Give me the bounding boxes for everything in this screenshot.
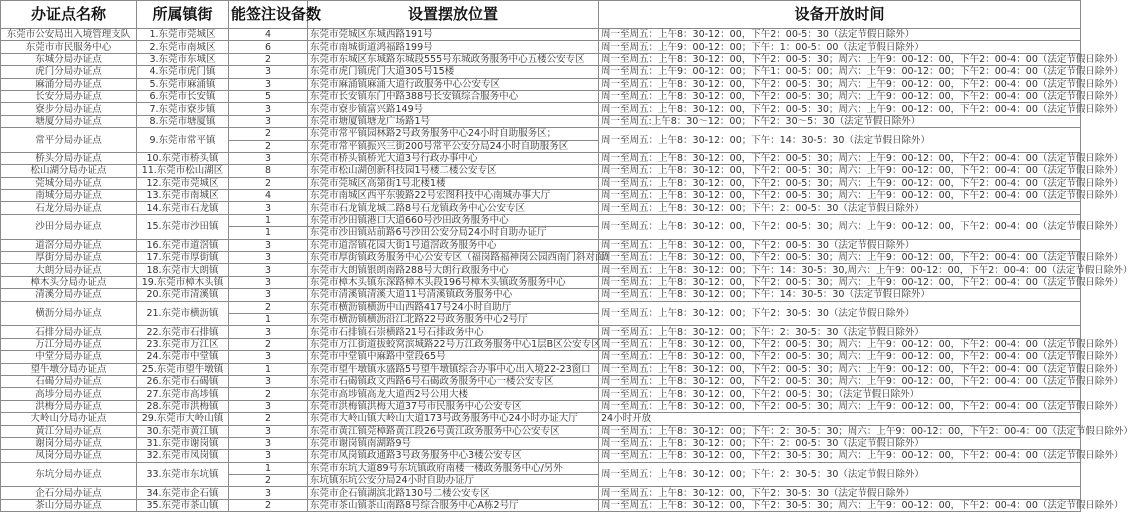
device-count-cell: 3 [229,375,308,387]
town-cell: 18.东莞市大朗镇 [137,264,229,276]
location-cell: 东莞市樟木头镇东深路樟木头段196号樟木头镇政务服务中心 [308,276,599,288]
device-count-cell: 6 [229,41,308,53]
device-count-cell: 2 [229,413,308,425]
town-cell: 28.东莞市洪梅镇 [137,400,229,412]
table-row [1,413,1081,425]
open-hours-cell: 周一至周五：上午9：00-12：00；下午1：00-5：00；周六：上午9：00-12：00；下午2：00-4：00（法定节假日除外） [599,66,1081,78]
office-name-cell: 石碣分局办证点 [1,375,137,387]
device-count-cell: 3 [229,450,308,462]
location-cell: 东莞市塘厦镇塘龙广场路1号 [308,115,599,127]
device-count-cell: 1 [229,313,308,325]
town-cell: 11.东莞市松山湖区 [137,165,229,177]
table-row [1,289,1081,301]
open-hours-cell: 周一至周五：上午8：30-12：00，下午2：00-5：30（法定节假日除外） [599,239,1081,251]
office-name-cell: 茶山分局办证点 [1,499,137,511]
location-cell: 东莞市沙田镇港口大道660号沙田政务服务中心 [308,214,599,226]
location-cell: 东莞市横沥镇横沥中山西路417号24小时自助厅 [308,301,599,313]
device-count-cell: 2 [229,301,308,313]
office-name-cell: 企石分局办证点 [1,487,137,499]
open-hours-cell: 周一至周五：上午8：30-12：00，下午2：00-5：30；周六：上午9：00-12：00，下午2：00-4：00（法定节假日除外） [599,190,1081,202]
open-hours-cell: 周一至周五：上午8：30-12：00，下午2：00-5：30；周六：上午9：00-12：00，下午2：00-4：00（法定节假日除外） [599,90,1081,102]
location-cell: 东莞市高埗镇高龙大道西2号公用大楼 [308,388,599,400]
table-row [1,400,1081,412]
open-hours-cell: 周一至周五：上午8：30-12：00，下午2：00-5：30；周六：上午9：00-12：00，下午2：00-4：00（法定节假日除外） [599,152,1081,164]
device-count-cell: 1 [229,214,308,226]
town-cell: 3.东莞市东城区 [137,53,229,65]
office-name-cell: 塘厦分局办证点 [1,115,137,127]
device-count-cell: 3 [229,78,308,90]
open-hours-cell: 周一至周五：上午8：30-12：00；下午：2：30-5：30（法定节假日除外） [599,462,1081,487]
town-cell: 10.东莞市桥头镇 [137,152,229,164]
device-count-cell: 3 [229,351,308,363]
office-name-cell: 石排分局办证点 [1,326,137,338]
open-hours-cell: 周一至周五：上午9：00-12：00；下午：1：00-5：00（法定节假日除外） [599,41,1081,53]
location-cell: 东莞市松山湖创新科技园1号楼二楼公安专区 [308,165,599,177]
office-name-cell: 道滘分局办证点 [1,239,137,251]
device-count-cell: 3 [229,103,308,115]
town-cell: 33.东莞市东坑镇 [137,462,229,487]
office-name-cell: 黄江分局办证点 [1,425,137,437]
table-row [1,499,1081,511]
location-cell: 东莞市长安镇东门中路388号长安镇综合服务中心 [308,90,599,102]
location-cell: 东莞市莞城区高第街1号北楼1楼 [308,177,599,189]
open-hours-cell: 周一至周五：上午8：30-12：00；下午2：30-5：30（法定节假日除外） [599,301,1081,326]
location-cell: 东莞市黄江镇莞樟路黄江段26号黄江政务服务中心公安专区 [308,425,599,437]
location-cell: 东莞市凤岗镇政通路3号政务服务中心3楼公安专区 [308,450,599,462]
office-name-cell: 万江分局办证点 [1,338,137,350]
device-count-cell: 8 [229,165,308,177]
header-office-name: 办证点名称 [1,1,137,29]
open-hours-cell: 周一至周五：上午8：30-12：00，下午2：00-5：30；周六：上午9：00-12：00，下午2：00-4：00（法定节假日除外） [599,338,1081,350]
town-cell: 32.东莞市凤岗镇 [137,450,229,462]
office-name-cell: 横沥分局办证点 [1,301,137,326]
table-row [1,437,1081,449]
location-cell: 东坑镇东坑公安分局24小时自助办证厅 [308,475,599,487]
open-hours-cell: 周一至周五：上午8：30-12：00；下午：2：00-5：30（法定节假日除外） [599,202,1081,214]
open-hours-cell: 周一至周五：上午8：30-12：00；下午：2：30-5：30（法定节假日除外） [599,326,1081,338]
office-name-cell: 常平分局办证点 [1,128,137,153]
location-cell: 东莞市大岭山镇大岭山大道173号政务服务中心24小时办证大厅 [308,413,599,425]
location-cell: 东莞市茶山镇茶山南路8号综合服务中心A栋2号厅 [308,499,599,511]
town-cell: 9.东莞市常平镇 [137,128,229,153]
header-location: 设置摆放位置 [308,1,599,29]
open-hours-cell: 周一至周五:上午8：30～12：00；下午2：30～5：30（法定节假日除外） [599,115,1081,127]
location-cell: 东莞市寮步镇富兴路149号 [308,103,599,115]
device-count-cell: 2 [229,140,308,152]
open-hours-cell: 周一至周五：上午8：30-12：00，下午2：00-5：30；周六：上午9：00-12：00，下午2：00-4：00（法定节假日除外） [599,252,1081,264]
office-name-cell: 清溪分局办证点 [1,289,137,301]
open-hours-cell: 周一至周五：上午8：30-12：00，下午2：00-5：30；（法定节假日除外） [599,388,1081,400]
town-cell: 34.东莞市企石镇 [137,487,229,499]
device-count-cell: 2 [229,475,308,487]
table-row [1,190,1081,202]
town-cell: 25.东莞市望牛墩镇 [137,363,229,375]
office-name-cell: 东莞市公安局出入境管理支队 [1,29,137,41]
location-cell: 东莞市桥头镇桥光大道3号行政办事中心 [308,152,599,164]
header-town: 所属镇街 [137,1,229,29]
location-cell: 东莞市道滘镇花园大街1号道滘政务服务中心 [308,239,599,251]
table-row [1,103,1081,115]
location-cell: 东莞市麻涌镇麻涌大道行政服务中心公安专区 [308,78,599,90]
open-hours-cell: 周一至周五：上午8：30-12：00，下午2：00-5：30；周六：上午9：00-12：00，下午2：00-4：00（法定节假日除外） [599,103,1081,115]
office-name-cell: 凤岗分局办证点 [1,450,137,462]
device-count-cell: 2 [229,53,308,65]
location-cell: 东莞市常平镇振兴三街200号常平公安分局24小时自助服务区 [308,140,599,152]
town-cell: 21.东莞市横沥镇 [137,301,229,326]
office-name-cell: 中堂分局办证点 [1,351,137,363]
device-count-cell: 2 [229,499,308,511]
table-row [1,363,1081,375]
office-name-cell: 望牛墩分局办证点 [1,363,137,375]
open-hours-cell: 周一至周五：上午8：30-12：00，下午2：00-5：30；周六：上午9：00-12：00，下午2：00-4：00（法定节假日除外） [599,363,1081,375]
location-cell: 东莞市中堂镇中麻路中堂段65号 [308,351,599,363]
office-name-cell: 松山湖分局办证点 [1,165,137,177]
table-row [1,152,1081,164]
open-hours-cell: 周一至周五：上午8：30-12：00，下午2：00-5：30；周六：上午9：00-12：00，下午2：00-4：00（法定节假日除外） [599,177,1081,189]
location-cell: 东莞市横沥镇横沥沿江北路22号政务服务中心2号厅 [308,313,599,325]
device-count-cell: 3 [229,437,308,449]
table-row [1,326,1081,338]
device-count-cell: 2 [229,177,308,189]
open-hours-cell: 周一至周五：上午8：30-12：00，下午2：00-5：30；周六：上午9：00-12：00，下午2：00-4：00（法定节假日除外） [599,78,1081,90]
device-count-cell: 5 [229,90,308,102]
office-name-cell: 虎门分局办证点 [1,66,137,78]
town-cell: 30.东莞市黄江镇 [137,425,229,437]
town-cell: 24.东莞市中堂镇 [137,351,229,363]
town-cell: 6.东莞市长安镇 [137,90,229,102]
device-count-cell: 3 [229,239,308,251]
open-hours-cell: 周一至周五：上午8：30-12：00，下午2：00-5：30；周六：上午9：00-12：00，下午2：00-4：00（法定节假日除外） [599,214,1081,239]
location-cell: 东莞市万江街道拔蛟窝滨城路22号万江政务服务中心1层B区公安专区 [308,338,599,350]
open-hours-cell: 周一至周五：上午8：30-12：00，下午2：00-5：30（法定节假日除外） [599,29,1081,41]
device-count-cell: 4 [229,29,308,41]
device-count-cell: 2 [229,338,308,350]
location-cell: 东莞市莞城区东城西路191号 [308,29,599,41]
office-name-cell: 麻涌分局办证点 [1,78,137,90]
device-count-cell: 3 [229,487,308,499]
device-count-cell: 3 [229,400,308,412]
open-hours-cell: 周一至周五：上午8：30-12：00，下午2：30-5：30（法定节假日除外） [599,487,1081,499]
header-device-count: 能签注设备数 [229,1,308,29]
open-hours-cell: 周一至周五：上午8：30-12：00，下午2：30-5：30；周六：上午9：00-12：00，下午2：00-4：00（法定节假日除外） [599,499,1081,511]
office-name-cell: 厚街分局办证点 [1,252,137,264]
table-row [1,41,1081,53]
device-count-cell: 2 [229,128,308,140]
office-name-cell: 寮步分局办证点 [1,103,137,115]
office-name-cell: 长安分局办证点 [1,90,137,102]
office-name-cell: 东城分局办证点 [1,53,137,65]
header-open-hours: 设备开放时间 [599,1,1081,29]
open-hours-cell: 24小时开放 [599,413,1081,425]
town-cell: 23.东莞市万江区 [137,338,229,350]
table-row [1,165,1081,177]
device-count-cell: 3 [229,326,308,338]
open-hours-cell: 周一至周五：上午8：30-12：00；下午：2：00-5：30（法定节假日除外） [599,437,1081,449]
town-cell: 12.东莞市莞城区 [137,177,229,189]
town-cell: 8.东莞市塘厦镇 [137,115,229,127]
header-row [1,1,1081,29]
office-name-cell: 大岭山分局办证点 [1,413,137,425]
table-row [1,388,1081,400]
open-hours-cell: 周一至周五：上午8：30-12：00，下午2：00-5：30；周六：上午9：00-12：00，下午2：00-4：00（法定节假日除外） [599,400,1081,412]
open-hours-cell: 周一至周五：上午8：30-12：00，下午2：00-5：30；周六：上午9：00-12：00，下午2：00-4：00（法定节假日除外） [599,165,1081,177]
table-row [1,66,1081,78]
table-row [1,53,1081,65]
table-body [1,29,1133,512]
device-count-cell: 4 [229,190,308,202]
open-hours-cell: 周一至周五：上午8：30-12：00，下午2：00-5：30；周六：上午9：00-12：00，下午2：00-4：00（法定节假日除外） [599,53,1081,65]
table-row [1,462,1081,474]
device-count-cell: 3 [229,276,308,288]
open-hours-cell: 周一至周五：上午8：30-12：00；下午：14：30-5：30,周六：上午9：00-12：00，下午2：00-4：00（法定节假日除外） [599,264,1081,276]
location-cell: 东莞市厚街镇政务服务中心公安专区（福岗路福神岗公园西南门斜对面） [308,252,599,264]
town-cell: 13.东莞市南城区 [137,190,229,202]
office-name-cell: 东坑分局办证点 [1,462,137,487]
table-row [1,264,1081,276]
location-cell: 东莞市企石镇湖滨北路130号二楼公安专区 [308,487,599,499]
table-row [1,276,1081,288]
table-row [1,78,1081,90]
open-hours-cell: 周一至周五：上午8：30-12：00，下午2：00-5：30；周六：上午9：00-12：00，下午2：00-4：00（法定节假日除外） [599,351,1081,363]
location-cell: 东莞市清溪镇清溪大道11号清溪镇政务服务中心 [308,289,599,301]
device-count-cell: 1 [229,462,308,474]
town-cell: 29.东莞市大岭山镇 [137,413,229,425]
office-name-cell: 石龙分局办证点 [1,202,137,214]
town-cell: 35.东莞市茶山镇 [137,499,229,511]
town-cell: 1.东莞市莞城区 [137,29,229,41]
town-cell: 31.东莞市谢岗镇 [137,437,229,449]
device-count-cell: 3 [229,115,308,127]
device-count-cell: 3 [229,252,308,264]
location-cell: 东莞市虎门镇虎门大道305号15楼 [308,66,599,78]
table-row [1,202,1081,214]
location-cell: 东莞市东城区东城路东城段555号东城政务服务中心五楼公安专区 [308,53,599,65]
town-cell: 5.东莞市麻涌镇 [137,78,229,90]
table-row [1,115,1081,127]
town-cell: 4.东莞市虎门镇 [137,66,229,78]
table-row [1,450,1081,462]
location-cell: 东莞市南城区西平东骏路22号宏图科技中心南城办事大厅 [308,190,599,202]
location-cell: 东莞市洪梅镇洪梅大道37号市民服务中心公安专区 [308,400,599,412]
town-cell: 20.东莞市清溪镇 [137,289,229,301]
location-cell: 东莞市谢岗镇南湖路9号 [308,437,599,449]
location-cell: 东莞市常平镇园林路2号政务服务中心24小时自助服务区； [308,128,599,140]
office-name-cell: 南城分局办证点 [1,190,137,202]
town-cell: 16.东莞市道滘镇 [137,239,229,251]
table-row [1,29,1081,41]
town-cell: 27.东莞市高埗镇 [137,388,229,400]
office-name-cell: 谢岗分局办证点 [1,437,137,449]
device-count-cell: 3 [229,264,308,276]
open-hours-cell: 周一至周五：上午8：30-12：00，下午2：00-5：30；周六：上午9：00-12：00，下午2：00-4：00（法定节假日除外） [599,276,1081,288]
open-hours-cell: 周一至周五：上午8：30-12：00；下午：14：30-5：30（法定节假日除外） [599,289,1081,301]
town-cell: 17.东莞市厚街镇 [137,252,229,264]
location-cell: 东莞市石碣镇政文西路6号石碣政务服务中心一楼公安专区 [308,375,599,387]
table-row [1,425,1081,437]
table-row [1,338,1081,350]
table-row [1,351,1081,363]
device-count-cell: 3 [229,202,308,214]
device-count-cell: 3 [229,152,308,164]
open-hours-cell: 周一至周五：上午8：30-12：00，下午2：00-5：30；周六：上午9：00-12：00，下午2：00-4：00（法定节假日除外） [599,375,1081,387]
town-cell: 2.东莞市南城区 [137,41,229,53]
office-name-cell: 洪梅分局办证点 [1,400,137,412]
table-row [1,252,1081,264]
town-cell: 22.东莞市石排镇 [137,326,229,338]
device-count-cell: 3 [229,289,308,301]
town-cell: 7.东莞市寮步镇 [137,103,229,115]
town-cell: 14.东莞市石龙镇 [137,202,229,214]
table-row [1,301,1081,313]
office-name-cell: 高埗分局办证点 [1,388,137,400]
location-cell: 东莞市望牛墩镇永盛路5号望牛墩镇综合办事中心出入境22-23窗口 [308,363,599,375]
table-row [1,487,1081,499]
location-cell: 东莞市石龙镇龙城二路8号石龙镇政务中心公安专区 [308,202,599,214]
device-count-cell: 1 [229,227,308,239]
town-cell: 15.东莞市沙田镇 [137,214,229,239]
location-cell: 东莞市东坑大道89号东坑镇政府南楼一楼政务服务中心/另外 [308,462,599,474]
open-hours-cell: 周一至周五：上午8：30-12：00；下午：14：30-5：30（法定节假日除外） [599,128,1081,153]
device-count-cell: 3 [229,425,308,437]
open-hours-cell: 周一至周五：上午8：30-12：00，下午2：30-5：30；周六：上午9：00-12：00，下午2：00-4：00（法定节假日除外） [599,450,1081,462]
office-name-cell: 沙田分局办证点 [1,214,137,239]
table-row [1,239,1081,251]
location-cell: 东莞市石排镇石崇横路21号石排政务中心 [308,326,599,338]
table-row [1,214,1081,226]
office-name-cell: 莞城分局办证点 [1,177,137,189]
open-hours-cell: 周一至周五：上午8：30-12：00；下午：2：30-5：30；周六：上午9：00-12：00，下午2：00-4：00（法定节假日除外） [599,425,1081,437]
table-row [1,90,1081,102]
office-name-cell: 桥头分局办证点 [1,152,137,164]
location-cell: 东莞市南城街道鸿福路199号 [308,41,599,53]
town-cell: 26.东莞市石碣镇 [137,375,229,387]
town-cell: 19.东莞市樟木头镇 [137,276,229,288]
table-row [1,177,1081,189]
location-cell: 东莞市大朗镇银朗南路288号大朗行政服务中心 [308,264,599,276]
office-name-cell: 东莞市市民服务中心 [1,41,137,53]
device-count-cell: 3 [229,66,308,78]
device-count-cell: 2 [229,388,308,400]
device-count-cell: 1 [229,363,308,375]
table-row [1,128,1081,140]
office-name-cell: 樟木头分局办证点 [1,276,137,288]
location-cell: 东莞市沙田镇站前路6号沙田公安分局24小时自助办证厅 [308,227,599,239]
table-row [1,375,1081,387]
office-name-cell: 大朗分局办证点 [1,264,137,276]
